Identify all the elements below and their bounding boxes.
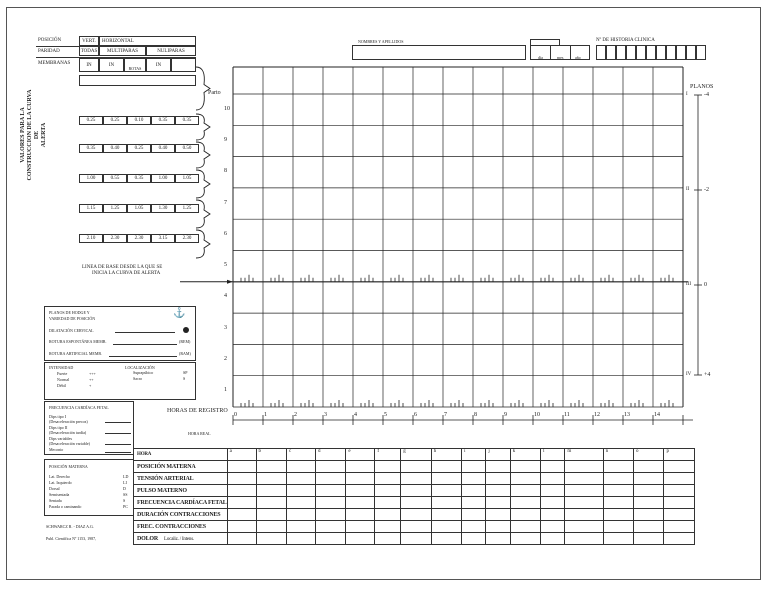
planos-label: PLANOS (690, 84, 714, 90)
hour-label: 9 (504, 412, 507, 418)
table-cell[interactable] (401, 473, 431, 485)
hour-label: 1 (264, 412, 267, 418)
hour-label: 10 (534, 412, 540, 418)
col-letter: j (486, 449, 510, 461)
table-cell[interactable] (510, 497, 540, 509)
table-cell[interactable] (541, 521, 565, 533)
row-label (134, 461, 228, 473)
pos-item-code: S (123, 498, 126, 503)
dips2b-label: (Desaceleración tardía) (49, 430, 87, 435)
y-axis-label: 2 (224, 356, 227, 363)
alert-value-cell: 1.30 (151, 204, 175, 213)
pos-item-code: D (123, 486, 126, 491)
alert-value-cell: 0.25 (103, 116, 127, 125)
table-cell[interactable] (315, 497, 345, 509)
table-cell[interactable] (431, 521, 461, 533)
pos-item-label: Semisentada (49, 492, 70, 497)
legend-planos: PLANOS DE HODGE Y (49, 310, 90, 315)
vitals-table (133, 448, 695, 545)
normal-label: Normal (57, 377, 70, 382)
table-cell[interactable] (431, 497, 461, 509)
planos-roman: II (686, 187, 690, 192)
col-letter: i (462, 449, 486, 461)
membrane-cell[interactable]: IN (146, 58, 171, 72)
table-cell[interactable] (286, 461, 315, 473)
multiparas-cell[interactable]: MULTIPARAS (99, 46, 146, 56)
table-cell[interactable] (375, 461, 401, 473)
rem-code: (REM) (179, 339, 191, 344)
table-cell[interactable] (401, 461, 431, 473)
alert-value-cell: 0.35 (127, 174, 151, 183)
month-label: mes (557, 55, 564, 60)
table-cell[interactable] (315, 521, 345, 533)
table-cell[interactable] (256, 485, 286, 497)
table-cell[interactable] (565, 461, 603, 473)
row-label (134, 473, 228, 485)
table-cell[interactable] (541, 533, 565, 545)
alert-value-cell: 2.30 (103, 234, 127, 243)
table-cell[interactable] (401, 533, 431, 545)
dips2-label: Dips tipo II (49, 425, 68, 430)
table-cell[interactable] (401, 485, 431, 497)
table-cell[interactable] (462, 485, 486, 497)
hour-label: 3 (324, 412, 327, 418)
table-cell[interactable] (256, 497, 286, 509)
hour-label: 12 (594, 412, 600, 418)
nombres-label: NOMBRES Y APELLIDOS (358, 39, 404, 44)
publication-label: Publ. Científica Nº 1153, 1987, (46, 536, 97, 541)
alert-brace (196, 170, 210, 198)
table-cell[interactable] (462, 497, 486, 509)
fetal-head-icon: ⚓ (173, 308, 186, 319)
table-cell[interactable] (286, 485, 315, 497)
y-axis-label: 7 (224, 199, 227, 206)
hour-label: 6 (414, 412, 417, 418)
table-cell[interactable] (664, 533, 695, 545)
pos-item-code: LI (123, 480, 127, 485)
table-cell[interactable] (486, 521, 510, 533)
fuerte-label: Fuerte (57, 371, 68, 376)
planos-value: +4 (704, 372, 711, 378)
col-letter: d (315, 449, 345, 461)
table-cell[interactable] (256, 509, 286, 521)
alert-value-cell: 0.35 (151, 116, 175, 125)
row-label-text: DOLOR (137, 535, 159, 542)
debil-label: Débil (57, 383, 66, 388)
hour-label: 8 (474, 412, 477, 418)
table-cell[interactable] (227, 497, 256, 509)
hour-label: 11 (564, 412, 570, 418)
table-cell[interactable] (346, 509, 375, 521)
row-label-text: FREC. CONTRACCIONES (137, 523, 206, 530)
table-cell[interactable] (286, 521, 315, 533)
alert-value-cell: 0.25 (127, 144, 151, 153)
y-axis-label: 6 (224, 230, 227, 237)
historia-label: Nº DE HISTORIA CLINICA (596, 38, 655, 43)
col-letter: n (603, 449, 633, 461)
table-cell[interactable] (431, 473, 461, 485)
intensidad-label: INTENSIDAD (49, 365, 74, 370)
membrane-cell[interactable]: IN (99, 58, 124, 72)
alert-value-cell: 3.15 (151, 234, 175, 243)
table-cell[interactable] (603, 461, 633, 473)
row-label-text: PULSO MATERNO (137, 487, 187, 494)
table-cell[interactable] (227, 485, 256, 497)
alert-value-cell: 0.25 (79, 116, 103, 125)
table-cell[interactable] (510, 533, 540, 545)
hour-label: 7 (444, 412, 447, 418)
table-cell[interactable] (462, 509, 486, 521)
col-letter: a (227, 449, 256, 461)
alert-brace (196, 200, 210, 228)
suprapubico-label: Suprapúbico (133, 370, 154, 375)
alert-value-cell: 0.35 (175, 116, 199, 125)
table-cell[interactable] (664, 485, 695, 497)
alert-value-cell: 1.00 (151, 174, 175, 183)
row-label-text: DURACIÓN CONTRACCIONES (137, 511, 221, 518)
table-cell[interactable] (431, 533, 461, 545)
table-cell[interactable] (462, 533, 486, 545)
table-cell[interactable] (401, 497, 431, 509)
normal-sym: ++ (89, 377, 94, 382)
alert-value-cell: 1.05 (127, 204, 151, 213)
row-label (134, 485, 228, 497)
legend-rotura-esp: ROTURA ESPONTÁNEA MEMB. (49, 339, 107, 344)
table-cell[interactable] (486, 473, 510, 485)
alert-value-cell: 1.05 (175, 174, 199, 183)
table-cell[interactable] (346, 521, 375, 533)
col-letter: o (634, 449, 664, 461)
alert-value-cell: 0.10 (127, 116, 151, 125)
table-cell[interactable] (565, 473, 603, 485)
table-cell[interactable] (510, 473, 540, 485)
table-cell[interactable] (486, 461, 510, 473)
table-cell[interactable] (541, 509, 565, 521)
table-cell[interactable] (286, 509, 315, 521)
alert-brace (196, 142, 210, 168)
hour-label: 0 (234, 412, 237, 418)
base-line-text-1: LINEA DE BASE DESDE LA QUE SE (82, 265, 163, 270)
table-cell[interactable] (315, 533, 345, 545)
table-cell[interactable] (375, 533, 401, 545)
table-cell[interactable] (634, 533, 664, 545)
table-cell[interactable] (510, 485, 540, 497)
table-cell[interactable] (462, 461, 486, 473)
row-label-text: TENSIÓN ARTERIAL (137, 475, 194, 482)
hour-label: 2 (294, 412, 297, 418)
day-label: día (538, 55, 543, 60)
table-cell[interactable] (634, 509, 664, 521)
table-cell[interactable] (664, 473, 695, 485)
table-cell[interactable] (565, 509, 603, 521)
table-cell[interactable] (486, 533, 510, 545)
y-axis-label: 3 (224, 324, 227, 331)
arrow-head-icon (227, 280, 233, 284)
table-cell[interactable] (664, 521, 695, 533)
col-letter: c (286, 449, 315, 461)
table-cell[interactable] (603, 497, 633, 509)
col-letter: h (431, 449, 461, 461)
table-cell[interactable] (227, 521, 256, 533)
pos-item-label: Parada o caminando (49, 504, 82, 509)
table-cell[interactable] (346, 497, 375, 509)
row-label (134, 497, 228, 509)
col-letter: m (565, 449, 603, 461)
col-letter: f (375, 449, 401, 461)
hour-label: 4 (354, 412, 357, 418)
base-line-text-2: INICIA LA CURVA DE ALERTA (92, 271, 161, 276)
alert-value-cell: 1.25 (175, 204, 199, 213)
table-cell[interactable] (541, 497, 565, 509)
table-cell[interactable] (431, 485, 461, 497)
table-cell[interactable] (401, 509, 431, 521)
table-cell[interactable] (664, 509, 695, 521)
horas-registro-label: HORAS DE REGISTRO (167, 408, 228, 414)
alert-value-cell: 0.35 (79, 144, 103, 153)
legend-dilatacion: DILATACIÓN CERVICAL (49, 328, 94, 333)
table-cell[interactable] (286, 497, 315, 509)
sacro-label: Sacro (133, 376, 143, 381)
pos-item-code: PC (123, 504, 128, 509)
planos-value: -4 (704, 92, 709, 98)
alert-value-cell: 0.50 (175, 144, 199, 153)
vertical-title: VALORES PARA LA CONSTRUCCION DE LA CURVA DE ALERTA (20, 89, 47, 181)
alert-value-cell: 0.40 (151, 144, 175, 153)
table-cell[interactable] (510, 461, 540, 473)
legend-rotura-art: ROTURA ARTIFICIAL MEMB. (49, 351, 103, 356)
table-cell[interactable] (486, 509, 510, 521)
y-axis-label: 10 (224, 105, 230, 112)
table-cell[interactable] (565, 521, 603, 533)
alert-value-cell: 2.10 (79, 234, 103, 243)
table-cell[interactable] (565, 497, 603, 509)
table-cell[interactable] (634, 461, 664, 473)
table-cell[interactable] (603, 473, 633, 485)
table-cell[interactable] (431, 461, 461, 473)
alert-value-cell: 2.30 (175, 234, 199, 243)
nuliparas-cell[interactable]: NULIPARAS (146, 46, 196, 56)
table-cell[interactable] (510, 521, 540, 533)
table-cell[interactable] (315, 473, 345, 485)
alert-value-cell: 0.55 (103, 174, 127, 183)
planos-value: -2 (704, 187, 709, 193)
table-cell[interactable] (634, 521, 664, 533)
table-cell[interactable] (346, 473, 375, 485)
table-cell[interactable] (603, 521, 633, 533)
table-cell[interactable] (315, 461, 345, 473)
dips3b-label: (Desaceleración variable) (49, 441, 90, 446)
paridad-label: PARIDAD (38, 49, 60, 54)
horizontal-cell[interactable]: HORIZONTAL (99, 36, 196, 46)
dips3-label: Dips variables (49, 436, 72, 441)
col-letter: e (346, 449, 375, 461)
table-cell[interactable] (510, 509, 540, 521)
table-cell[interactable] (256, 533, 286, 545)
membrane-cell[interactable]: IN (79, 58, 99, 72)
table-cell[interactable] (346, 461, 375, 473)
alert-brace (196, 114, 210, 140)
table-cell[interactable] (541, 473, 565, 485)
table-cell[interactable] (227, 533, 256, 545)
table-cell[interactable] (375, 509, 401, 521)
table-cell[interactable] (256, 473, 286, 485)
fuerte-sym: +++ (89, 371, 96, 376)
planos-value: 0 (704, 282, 707, 288)
alert-value-cell: 0.40 (103, 144, 127, 153)
y-axis-label: 1 (224, 387, 227, 394)
membranas-label: MEMBRANAS (38, 61, 71, 66)
table-cell[interactable] (375, 473, 401, 485)
posicion-label: POSICIÓN (38, 38, 62, 43)
alert-value-cell: 1.00 (79, 174, 103, 183)
table-cell[interactable] (256, 521, 286, 533)
pos-item-label: Lat. Derecho (49, 474, 70, 479)
alert-brace (196, 67, 210, 110)
pos-item-label: Dorsal (49, 486, 60, 491)
table-cell[interactable] (346, 485, 375, 497)
pos-item-code: LD (123, 474, 129, 479)
debil-sym: + (89, 383, 92, 388)
row-label (134, 509, 228, 521)
localizacion-label: LOCALIZACIÓN (125, 365, 155, 370)
table-cell[interactable] (486, 497, 510, 509)
dips1b-label: (Desaceleración precoz) (49, 419, 88, 424)
year-label: año (575, 55, 581, 60)
table-cell[interactable] (565, 485, 603, 497)
fcf-label: FRECUENCIA CARDÍACA FETAL (49, 405, 109, 410)
row-label (134, 521, 228, 533)
col-letter: k (510, 449, 540, 461)
alert-value-cell: 1.25 (103, 204, 127, 213)
planos-roman: I (686, 92, 688, 97)
table-cell[interactable] (256, 461, 286, 473)
row-label-text: FRECUENCIA CARDÍACA FETAL (137, 499, 227, 506)
table-cell[interactable] (227, 509, 256, 521)
table-cell[interactable] (603, 533, 633, 545)
legend-variedad: VARIEDAD DE POSICIÓN (49, 316, 96, 321)
table-cell[interactable] (431, 509, 461, 521)
alert-value-cell: 2.30 (127, 234, 151, 243)
todas-cell[interactable]: TODAS (79, 46, 99, 56)
y-axis-label: 8 (224, 168, 227, 175)
pos-item-code: SS (123, 492, 128, 497)
table-cell[interactable] (634, 473, 664, 485)
col-letter: p (664, 449, 695, 461)
table-cell[interactable] (286, 533, 315, 545)
col-letter: b (256, 449, 286, 461)
membrane-cell[interactable]: ROTAS (124, 58, 146, 72)
sp-code: SP (183, 370, 188, 375)
vert-cell[interactable]: VERT. (79, 36, 99, 46)
row-label (134, 533, 228, 545)
table-cell[interactable] (462, 473, 486, 485)
planos-roman: IV (686, 372, 692, 377)
meconio-label: Meconio (49, 447, 64, 452)
table-cell[interactable] (664, 497, 695, 509)
col-letter: g (401, 449, 431, 461)
col-letter: l (541, 449, 565, 461)
table-cell[interactable] (541, 461, 565, 473)
table-cell[interactable] (603, 485, 633, 497)
table-cell[interactable] (227, 473, 256, 485)
author-label: SCHWARCZ R. - DIAZ A.G. (46, 524, 94, 529)
planos-roman: III (686, 282, 691, 287)
table-cell[interactable] (227, 461, 256, 473)
pos-item-label: Sentada (49, 498, 62, 503)
table-cell[interactable] (664, 461, 695, 473)
dips1-label: Dips tipo I (49, 414, 67, 419)
y-axis-label: 4 (224, 293, 227, 300)
hora-real-label: HORA REAL (188, 431, 211, 436)
parto-label: Parto (208, 90, 221, 96)
y-axis-label: 5 (224, 262, 227, 269)
table-cell[interactable] (565, 533, 603, 545)
ram-code: (RAM) (179, 351, 191, 356)
table-cell[interactable] (375, 521, 401, 533)
alert-brace (196, 230, 210, 258)
alert-value-cell: 1.15 (79, 204, 103, 213)
hour-label: 13 (624, 412, 630, 418)
table-cell[interactable] (634, 485, 664, 497)
table-cell[interactable] (375, 497, 401, 509)
table-cell[interactable] (401, 521, 431, 533)
row-label-text: POSICIÓN MATERNA (137, 463, 196, 470)
hour-label: 5 (384, 412, 387, 418)
table-cell[interactable] (315, 485, 345, 497)
y-axis-label: 9 (224, 136, 227, 143)
dolor-sub: Localiz. / Intens. (164, 536, 195, 542)
table-cell[interactable] (541, 485, 565, 497)
table-cell[interactable] (634, 497, 664, 509)
hour-label: 14 (654, 412, 660, 418)
table-cell[interactable] (346, 533, 375, 545)
table-cell[interactable] (315, 509, 345, 521)
table-cell[interactable] (375, 485, 401, 497)
table-corner: HORA (134, 449, 228, 461)
s-code: S (183, 376, 186, 381)
table-cell[interactable] (603, 509, 633, 521)
pos-materna-label: POSICIÓN MATERNA (49, 464, 88, 469)
table-cell[interactable] (486, 485, 510, 497)
partogram-grid (180, 67, 702, 425)
table-cell[interactable] (462, 521, 486, 533)
pos-item-label: Lat. Izquierdo (49, 480, 72, 485)
table-cell[interactable] (286, 473, 315, 485)
